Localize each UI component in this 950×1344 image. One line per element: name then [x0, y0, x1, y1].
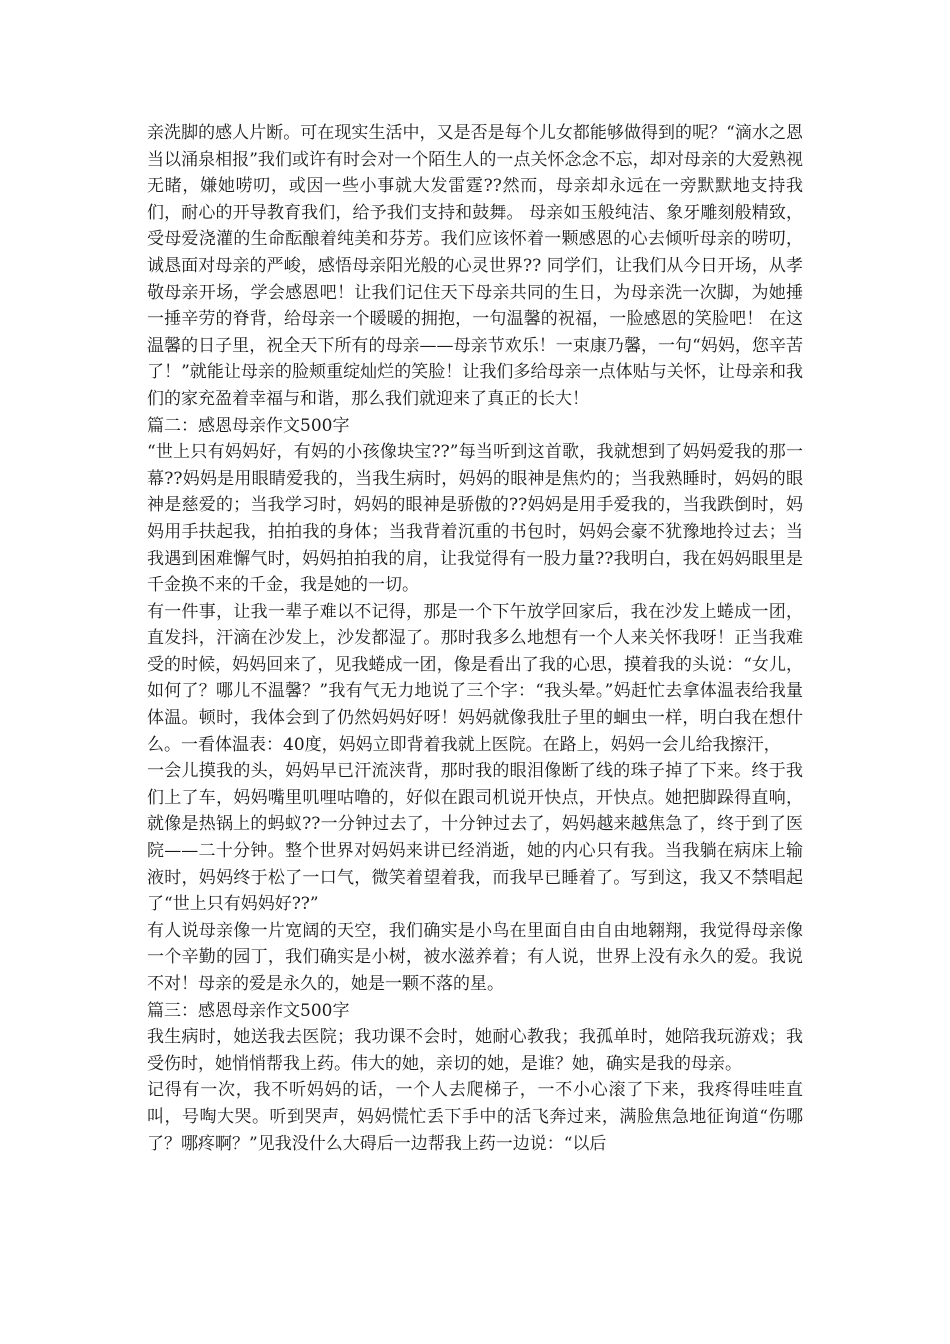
paragraph: 一会儿摸我的头，妈妈早已汗流浃背，那时我的眼泪像断了线的珠子掉了下来。终于我们上了车，妈妈嘴里叽哩咕噜的，好似在跟司机说开快点，开快点。她把脚跺得直响，就像是热锅上的蚂蚁??一分钟过去了，十分钟过去了，妈妈越来越焦急了，终于到了医院——二十分钟。整个世界对妈妈来讲已经消逝，她的内心只有我。当我躺在病床上输液时，妈妈终于松了一口气，微笑着望着我，而我早已睡着了。写到这，我又不禁唱起了“世上只有妈妈好??”: [147, 761, 803, 915]
paragraph-continuation: 亲洗脚的感人片断。可在现实生活中，又是否是每个儿女都能够做得到的呢？“滴水之恩当以涌泉相报”我们或许有时会对一个陌生人的一点关怀念念不忘，却对母亲的大爱熟视无睹，嫌她唠叨，或因一些小事就大发雷霆??然而，母亲却永远在一旁默默地支持我们，耐心的开导教育我们，给予我们支持和鼓舞。 母亲如玉般纯洁、象牙雕刻般精致，受母爱浇灌的生命酝酿着纯美和芬芳。我们应该怀着一颗感恩的心去倾听母亲的唠叨，诚恳面对母亲的严峻，感悟母亲阳光般的心灵世界?? 同学们，让我们从今日开场，从孝敬母亲开场，学会感恩吧！让我们记住天下母亲共同的生日，为母亲洗一次脚，为她捶一捶辛劳的脊背，给母亲一个暖暖的拥抱，一句温馨的祝福，一脸感恩的笑脸吧！ 在这温馨的日子里，祝全天下所有的母亲——母亲节欢乐！一束康乃馨，一句“妈妈，您辛苦了！”就能让母亲的脸颊重绽灿烂的笑脸！让我们多给母亲一点体贴与关怀，让母亲和我们的家充盈着幸福与和谐，那么我们就迎来了真正的长大！: [147, 123, 803, 409]
document-body: [147, 120, 803, 1157]
paragraph: 我生病时，她送我去医院；我功课不会时，她耐心教我；我孤单时，她陪我玩游戏；我受伤时，她悄悄帮我上药。伟大的她，亲切的她，是谁？她，确实是我的母亲。: [147, 1027, 803, 1074]
section-heading-2: 篇二：感恩母亲作文500字: [147, 415, 350, 436]
paragraph: “世上只有妈妈好，有妈的小孩像块宝??”每当听到这首歌，我就想到了妈妈爱我的那一幕??妈妈是用眼睛爱我的，当我生病时，妈妈的眼神是焦灼的；当我熟睡时，妈妈的眼神是慈爱的；当我学习时，妈妈的眼神是骄傲的??妈妈是用手爱我的，当我跌倒时，妈妈用手扶起我，拍拍我的身体；当我背着沉重的书包时，妈妈会豪不犹豫地拎过去；当我遇到困难懈气时，妈妈拍拍我的肩，让我觉得有一股力量??我明白，我在妈妈眼里是千金换不来的千金，我是她的一切。: [147, 442, 803, 596]
section-heading-3: 篇三：感恩母亲作文500字: [147, 1000, 350, 1021]
paragraph: 有一件事，让我一辈子难以不记得，那是一个下午放学回家后，我在沙发上蜷成一团，直发抖，汗滴在沙发上，沙发都湿了。那时我多么地想有一个人来关怀我呀！正当我难受的时候，妈妈回来了，见我蜷成一团，像是看出了我的心思，摸着我的头说：“女儿，如何了？哪儿不温馨？”我有气无力地说了三个字：“我头晕。”妈赶忙去拿体温表给我量体温。顿时，我体会到了仍然妈妈好呀！妈妈就像我肚子里的蛔虫一样，明白我在想什么。一看体温表：40度，妈妈立即背着我就上医院。在路上，妈妈一会儿给我擦汗，: [147, 601, 803, 755]
paragraph: 有人说母亲像一片宽阔的天空，我们确实是小鸟在里面自由自由地翱翔，我觉得母亲像一个辛勤的园丁，我们确实是小树，被水滋养着；有人说，世界上没有永久的爱。我说不对！母亲的爱是永久的，她是一颗不落的星。: [147, 920, 803, 994]
paragraph: 记得有一次，我不听妈妈的话，一个人去爬梯子，一不小心滚了下来，我疼得哇哇直叫，号啕大哭。听到哭声，妈妈慌忙丢下手中的活飞奔过来，满脸焦急地征询道“伤哪了？哪疼啊？”见我没什么大碍后一边帮我上药一边说：“以后: [147, 1080, 803, 1154]
